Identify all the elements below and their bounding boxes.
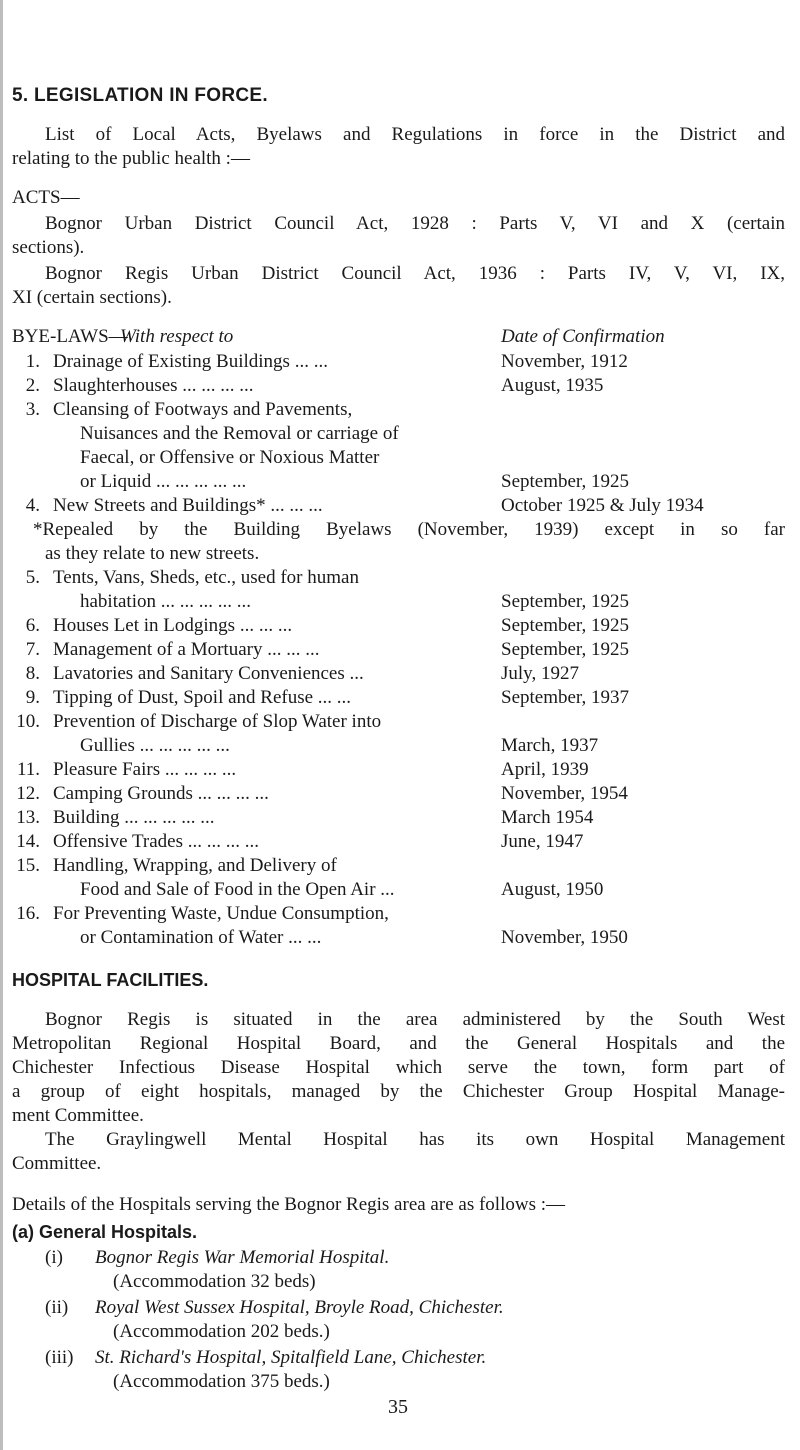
byelaw-title-cont: Food and Sale of Food in the Open Air ... bbox=[80, 879, 395, 900]
byelaw-number: 2. bbox=[25, 375, 40, 396]
hospital-para-1-line: ment Committee. bbox=[12, 1105, 144, 1126]
hospital-number: (iii) bbox=[45, 1347, 74, 1368]
byelaw-date: March 1954 bbox=[501, 807, 594, 828]
byelaw-title: Drainage of Existing Buildings ... ... bbox=[53, 351, 328, 372]
hospital-para-1-line: a group of eight hospitals, managed by the Chichester Group Hospital Manage- bbox=[12, 1081, 785, 1102]
byelaw-date: September, 1937 bbox=[501, 687, 629, 708]
byelaw-title-cont: habitation ... ... ... ... ... bbox=[80, 591, 251, 612]
byelaw-date: September, 1925 bbox=[501, 471, 629, 492]
byelaw-date: September, 1925 bbox=[501, 615, 629, 636]
byelaw-title: Tents, Vans, Sheds, etc., used for human bbox=[53, 567, 359, 588]
byelaw-title: New Streets and Buildings* ... ... ... bbox=[53, 495, 323, 516]
byelaw-number: 6. bbox=[25, 615, 40, 636]
byelaw-number: 15. bbox=[16, 855, 40, 876]
act-1-line-2: sections). bbox=[12, 237, 85, 258]
byelaws-label: BYE-LAWS— bbox=[12, 326, 128, 347]
byelaw-number: 13. bbox=[16, 807, 40, 828]
byelaw-title: Handling, Wrapping, and Delivery of bbox=[53, 855, 337, 876]
byelaw-number: 4. bbox=[25, 495, 40, 516]
hospital-para-1-line: Metropolitan Regional Hospital Board, and the General Hospitals and the bbox=[12, 1033, 785, 1054]
hospital-para-2-line: Committee. bbox=[12, 1153, 102, 1174]
byelaw-title-cont: Nuisances and the Removal or carriage of bbox=[80, 423, 399, 444]
byelaw-title-cont: or Contamination of Water ... ... bbox=[80, 927, 322, 948]
byelaw-number: 10. bbox=[16, 711, 40, 732]
byelaw-date: October 1925 & July 1934 bbox=[501, 495, 704, 516]
byelaw-date: March, 1937 bbox=[501, 735, 599, 756]
byelaw-date: July, 1927 bbox=[501, 663, 579, 684]
act-2-line-1: Bognor Regis Urban District Council Act, 1936 : Parts IV, V, VI, IX, bbox=[45, 263, 785, 284]
byelaw-title-cont: Gullies ... ... ... ... ... bbox=[80, 735, 230, 756]
hospital-number: (ii) bbox=[45, 1297, 69, 1318]
byelaw-date: April, 1939 bbox=[501, 759, 589, 780]
byelaw-date: November, 1950 bbox=[501, 927, 628, 948]
byelaw-number: 16. bbox=[16, 903, 40, 924]
byelaw-title: Houses Let in Lodgings ... ... ... bbox=[53, 615, 293, 636]
byelaw-title: Lavatories and Sanitary Conveniences ... bbox=[53, 663, 364, 684]
date-col-header: Date of Confirmation bbox=[501, 326, 665, 347]
intro-line-1: List of Local Acts, Byelaws and Regulations in force in the District and bbox=[45, 124, 785, 145]
byelaw-date: August, 1935 bbox=[501, 375, 604, 396]
byelaw-number: 7. bbox=[25, 639, 40, 660]
hospital-section-title: HOSPITAL FACILITIES. bbox=[12, 970, 209, 990]
byelaw-title: Offensive Trades ... ... ... ... bbox=[53, 831, 260, 852]
byelaw-title-cont: or Liquid ... ... ... ... ... bbox=[80, 471, 247, 492]
act-2-line-2: XI (certain sections). bbox=[12, 287, 172, 308]
byelaw-number: 1. bbox=[25, 351, 40, 372]
byelaw-title: For Preventing Waste, Undue Consumption, bbox=[53, 903, 389, 924]
byelaw-number: 3. bbox=[25, 399, 40, 420]
byelaw-number: 14. bbox=[16, 831, 40, 852]
byelaw-date: June, 1947 bbox=[501, 831, 584, 852]
byelaw-title: Cleansing of Footways and Pavements, bbox=[53, 399, 353, 420]
page-number: 35 bbox=[388, 1396, 408, 1418]
hospital-accommodation: (Accommodation 32 beds) bbox=[113, 1271, 316, 1292]
byelaw-title: Camping Grounds ... ... ... ... bbox=[53, 783, 269, 804]
byelaw-title-cont: Faecal, or Offensive or Noxious Matter bbox=[80, 447, 380, 468]
byelaw-title: Tipping of Dust, Spoil and Refuse ... ... bbox=[53, 687, 352, 708]
byelaw-date: August, 1950 bbox=[501, 879, 604, 900]
byelaw-title: Building ... ... ... ... ... bbox=[53, 807, 215, 828]
act-1-line-1: Bognor Urban District Council Act, 1928 : Parts V, VI and X (certain bbox=[45, 213, 785, 234]
byelaw-number: 12. bbox=[16, 783, 40, 804]
byelaw-date: November, 1954 bbox=[501, 783, 628, 804]
repeal-note-line-2: as they relate to new streets. bbox=[45, 543, 260, 564]
byelaw-date: November, 1912 bbox=[501, 351, 628, 372]
hospital-para-2-line: The Graylingwell Mental Hospital has its own Hospital Management bbox=[45, 1129, 785, 1150]
intro-line-2: relating to the public health :— bbox=[12, 148, 250, 169]
byelaws-col-header: With respect to bbox=[120, 326, 234, 347]
byelaw-number: 8. bbox=[25, 663, 40, 684]
hospital-name: Bognor Regis War Memorial Hospital. bbox=[95, 1247, 390, 1268]
section-title: 5. LEGISLATION IN FORCE. bbox=[12, 85, 268, 106]
byelaw-date: September, 1925 bbox=[501, 639, 629, 660]
hospital-para-1-line: Bognor Regis is situated in the area administered by the South West bbox=[45, 1009, 785, 1030]
byelaw-title: Slaughterhouses ... ... ... ... bbox=[53, 375, 254, 396]
hospital-name: Royal West Sussex Hospital, Broyle Road, Chichester. bbox=[95, 1297, 504, 1318]
details-line: Details of the Hospitals serving the Bognor Regis area are as follows :— bbox=[12, 1194, 565, 1215]
byelaw-number: 9. bbox=[25, 687, 40, 708]
hospital-name: St. Richard's Hospital, Spitalfield Lane, Chichester. bbox=[95, 1347, 487, 1368]
byelaw-title: Management of a Mortuary ... ... ... bbox=[53, 639, 320, 660]
general-hospitals-label: (a) General Hospitals. bbox=[12, 1222, 198, 1242]
byelaw-number: 11. bbox=[16, 759, 40, 780]
repeal-note-line-1: *Repealed by the Building Byelaws (November, 1939) except in so far bbox=[33, 519, 785, 540]
hospital-para-1-line: Chichester Infectious Disease Hospital which serve the town, form part of bbox=[12, 1057, 785, 1078]
acts-label: ACTS— bbox=[12, 187, 80, 208]
byelaw-date: September, 1925 bbox=[501, 591, 629, 612]
byelaw-title: Prevention of Discharge of Slop Water into bbox=[53, 711, 382, 732]
byelaw-number: 5. bbox=[25, 567, 40, 588]
byelaw-title: Pleasure Fairs ... ... ... ... bbox=[53, 759, 237, 780]
hospital-number: (i) bbox=[45, 1247, 63, 1268]
hospital-accommodation: (Accommodation 202 beds.) bbox=[113, 1321, 330, 1342]
hospital-accommodation: (Accommodation 375 beds.) bbox=[113, 1371, 330, 1392]
